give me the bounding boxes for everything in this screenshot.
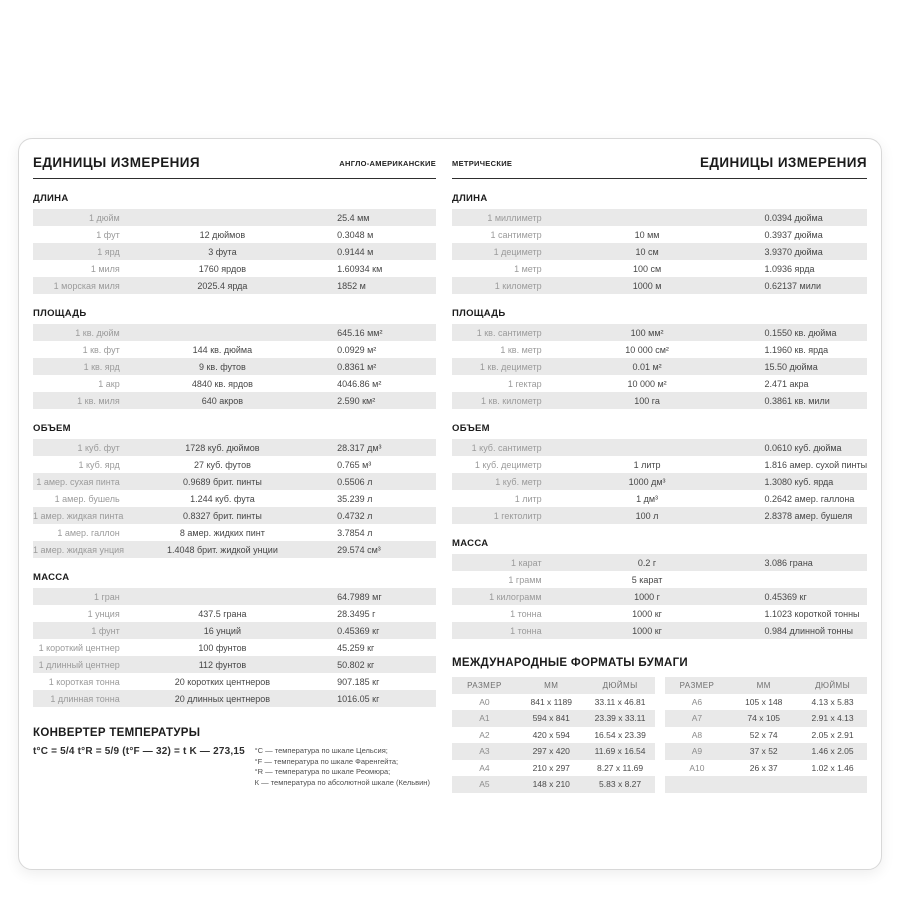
paper-size-name: A7 bbox=[691, 713, 703, 724]
unit-row bbox=[33, 456, 436, 473]
unit-name: 1 унция bbox=[87, 608, 120, 619]
unit-converted-value: 0.1550 кв. дюйма bbox=[764, 327, 837, 338]
paper-size-name: A1 bbox=[479, 713, 490, 724]
unit-equivalent: 2025.4 ярда bbox=[197, 280, 248, 291]
unit-row bbox=[33, 260, 436, 277]
unit-name: 1 куб. метр bbox=[495, 476, 542, 487]
unit-row bbox=[33, 243, 436, 260]
unit-equivalent: 100 га bbox=[634, 395, 660, 406]
unit-converted-value: 1.1023 короткой тонны bbox=[764, 608, 860, 619]
unit-name: 1 амер. бушель bbox=[54, 493, 120, 504]
paper-size-mm: 420 x 594 bbox=[532, 729, 570, 740]
unit-name: 1 тонна bbox=[510, 608, 542, 619]
paper-format-tables bbox=[452, 677, 867, 793]
unit-equivalent: 12 дюймов bbox=[199, 229, 246, 240]
unit-row bbox=[33, 358, 436, 375]
unit-equivalent: 10 см bbox=[635, 246, 659, 257]
unit-name: 1 кв. сантиметр bbox=[476, 327, 542, 338]
unit-converted-value: 0.3937 дюйма bbox=[764, 229, 823, 240]
temperature-converter bbox=[33, 727, 436, 788]
unit-row bbox=[452, 605, 867, 622]
paper-row bbox=[665, 760, 868, 777]
unit-section-title: ДЛИНА bbox=[33, 193, 69, 204]
unit-section bbox=[33, 423, 436, 558]
unit-name: 1 кв. миля bbox=[77, 395, 120, 406]
unit-name: 1 дюйм bbox=[88, 212, 120, 223]
unit-equivalent: 112 фунтов bbox=[198, 659, 247, 670]
paper-size-mm: 148 x 210 bbox=[532, 779, 570, 790]
unit-converted-value: 3.9370 дюйма bbox=[764, 246, 823, 257]
paper-size-inches: 16.54 x 23.39 bbox=[594, 729, 646, 740]
unit-row bbox=[33, 639, 436, 656]
unit-name: 1 акр bbox=[98, 378, 120, 389]
paper-size-inches: 8.27 x 11.69 bbox=[596, 762, 644, 773]
unit-name: 1 гектар bbox=[507, 378, 542, 389]
unit-section-title: ПЛОЩАДЬ bbox=[452, 308, 506, 319]
unit-rows bbox=[452, 439, 867, 524]
page-title-right: ЕДИНИЦЫ ИЗМЕРЕНИЯ bbox=[700, 155, 867, 170]
unit-equivalent: 640 акров bbox=[201, 395, 244, 406]
paper-column-header: ДЮЙМЫ bbox=[815, 680, 851, 690]
unit-row bbox=[452, 392, 867, 409]
unit-equivalent: 1000 кг bbox=[632, 608, 662, 619]
paper-size-name: A0 bbox=[479, 696, 490, 707]
unit-name: 1 миллиметр bbox=[487, 212, 542, 223]
unit-row bbox=[33, 588, 436, 605]
unit-equivalent: 27 куб. футов bbox=[193, 459, 251, 470]
unit-rows bbox=[452, 324, 867, 409]
unit-name: 1 куб. сантиметр bbox=[471, 442, 542, 453]
unit-section bbox=[33, 308, 436, 409]
paper-size-inches: 23.39 x 33.11 bbox=[594, 713, 646, 724]
paper-size-name: A10 bbox=[689, 762, 705, 773]
unit-equivalent: 1728 куб. дюймов bbox=[185, 442, 260, 453]
paper-row bbox=[452, 760, 655, 777]
unit-equivalent: 0.2 г bbox=[637, 557, 657, 568]
unit-section-title: ДЛИНА bbox=[452, 193, 488, 204]
unit-name: 1 амер. галлон bbox=[57, 527, 120, 538]
unit-equivalent: 1 дм³ bbox=[636, 493, 659, 504]
unit-rows bbox=[452, 209, 867, 294]
unit-equivalent: 100 фунтов bbox=[198, 642, 247, 653]
paper-size-inches: 4.13 x 5.83 bbox=[811, 696, 854, 707]
unit-name: 1 кв. дюйм bbox=[75, 327, 120, 338]
unit-section bbox=[452, 308, 867, 409]
unit-equivalent: 1000 м bbox=[632, 280, 662, 291]
unit-row bbox=[452, 226, 867, 243]
temperature-converter-body bbox=[33, 746, 436, 788]
paper-size-inches: 1.46 x 2.05 bbox=[811, 746, 854, 757]
unit-equivalent: 20 коротких центнеров bbox=[174, 676, 271, 687]
unit-name: 1 куб. фут bbox=[77, 442, 120, 453]
unit-equivalent: 9 кв. футов bbox=[198, 361, 246, 372]
unit-row bbox=[452, 622, 867, 639]
unit-row bbox=[33, 524, 436, 541]
unit-section-title: ОБЪЕМ bbox=[33, 423, 71, 434]
paper-size-mm: 841 x 1189 bbox=[530, 696, 572, 707]
page-title-left: ЕДИНИЦЫ ИЗМЕРЕНИЯ bbox=[33, 155, 200, 170]
unit-converted-value: 0.0610 куб. дюйма bbox=[764, 442, 842, 453]
unit-converted-value: 45.259 кг bbox=[337, 642, 375, 653]
paper-size-name: A9 bbox=[691, 746, 703, 757]
unit-row bbox=[33, 209, 436, 226]
paper-size-inches: 2.05 x 2.91 bbox=[811, 729, 854, 740]
unit-converted-value: 1852 м bbox=[337, 280, 366, 291]
paper-column-header: РАЗМЕР bbox=[467, 680, 502, 690]
unit-row bbox=[452, 243, 867, 260]
unit-name: 1 ярд bbox=[97, 246, 120, 257]
paper-size-mm: 52 x 74 bbox=[749, 729, 778, 740]
unit-row bbox=[452, 473, 867, 490]
unit-converted-value: 2.8378 амер. бушеля bbox=[764, 510, 853, 521]
unit-converted-value: 0.62137 мили bbox=[764, 280, 822, 291]
unit-section bbox=[33, 572, 436, 707]
unit-converted-value: 0.3861 кв. мили bbox=[764, 395, 830, 406]
unit-converted-value: 1016.05 кг bbox=[337, 693, 380, 704]
unit-equivalent: 100 л bbox=[635, 510, 659, 521]
unit-converted-value: 50.802 кг bbox=[337, 659, 375, 670]
unit-equivalent: 1 литр bbox=[633, 459, 661, 470]
paper-size-inches: 5.83 x 8.27 bbox=[599, 779, 642, 790]
unit-name: 1 кв. дециметр bbox=[479, 361, 542, 372]
unit-converted-value: 0.9144 м bbox=[337, 246, 374, 257]
unit-section bbox=[452, 538, 867, 639]
unit-name: 1 фунт bbox=[91, 625, 120, 636]
paper-size-inches: 1.02 x 1.46 bbox=[811, 762, 854, 773]
paper-size-name: A2 bbox=[479, 729, 490, 740]
paper-formats-section bbox=[452, 657, 867, 793]
paper-size-name: A4 bbox=[479, 762, 490, 773]
unit-name: 1 гектолитр bbox=[493, 510, 542, 521]
unit-converted-value: 35.239 л bbox=[337, 493, 373, 504]
unit-equivalent: 8 амер. жидких пинт bbox=[179, 527, 265, 538]
unit-equivalent: 10 000 м² bbox=[627, 378, 667, 389]
paper-row bbox=[452, 710, 655, 727]
unit-converted-value: 0.0929 м² bbox=[337, 344, 377, 355]
unit-equivalent: 100 мм² bbox=[630, 327, 664, 338]
metric-tag: МЕТРИЧЕСКИЕ bbox=[452, 159, 513, 168]
unit-row bbox=[452, 490, 867, 507]
paper-size-mm: 74 x 105 bbox=[747, 713, 781, 724]
unit-row bbox=[452, 571, 867, 588]
unit-row bbox=[33, 690, 436, 707]
unit-equivalent: 1000 дм³ bbox=[628, 476, 666, 487]
unit-section-title: МАССА bbox=[33, 572, 70, 583]
temperature-note: °R — температура по шкале Реомюра; bbox=[254, 767, 391, 776]
unit-name: 1 амер. жидкая пинта bbox=[33, 510, 124, 521]
unit-row bbox=[33, 226, 436, 243]
unit-equivalent: 0.9689 брит. пинты bbox=[183, 476, 262, 487]
unit-converted-value: 1.60934 км bbox=[337, 263, 383, 274]
paper-column-header: ММ bbox=[544, 680, 559, 690]
unit-equivalent: 10 мм bbox=[634, 229, 660, 240]
unit-row bbox=[33, 622, 436, 639]
paper-row bbox=[452, 743, 655, 760]
unit-section bbox=[452, 423, 867, 524]
paper-size-mm: 26 x 37 bbox=[749, 762, 778, 773]
unit-equivalent: 1000 г bbox=[634, 591, 660, 602]
unit-name: 1 кв. фут bbox=[82, 344, 120, 355]
unit-equivalent: 1000 кг bbox=[632, 625, 662, 636]
unit-converted-value: 0.984 длинной тонны bbox=[764, 625, 853, 636]
unit-name: 1 морская миля bbox=[53, 280, 120, 291]
unit-converted-value: 25.4 мм bbox=[337, 212, 370, 223]
unit-converted-value: 0.8361 м² bbox=[337, 361, 377, 372]
unit-converted-value: 0.765 м³ bbox=[337, 459, 372, 470]
unit-row bbox=[33, 507, 436, 524]
unit-name: 1 гран bbox=[93, 591, 120, 602]
unit-row bbox=[452, 209, 867, 226]
right-sections bbox=[452, 193, 867, 639]
paper-size-mm: 297 x 420 bbox=[532, 746, 570, 757]
unit-name: 1 литр bbox=[514, 493, 542, 504]
unit-converted-value: 3.086 грана bbox=[764, 557, 813, 568]
anglo-american-tag: АНГЛО-АМЕРИКАНСКИЕ bbox=[339, 159, 437, 168]
temperature-formula: t°C = 5/4 t°R = 5/9 (t°F — 32) = t K — 273,15 bbox=[33, 746, 245, 757]
unit-converted-value: 1.3080 куб. ярда bbox=[764, 476, 834, 487]
unit-section bbox=[452, 193, 867, 294]
unit-converted-value: 907.185 кг bbox=[337, 676, 380, 687]
paper-row bbox=[665, 743, 868, 760]
paper-column-header: ДЮЙМЫ bbox=[602, 680, 638, 690]
unit-name: 1 километр bbox=[494, 280, 542, 291]
paper-row bbox=[665, 727, 868, 744]
unit-equivalent: 1.4048 брит. жидкой унции bbox=[166, 544, 278, 555]
unit-section bbox=[33, 193, 436, 294]
unit-converted-value: 3.7854 л bbox=[337, 527, 373, 538]
unit-name: 1 килограмм bbox=[489, 591, 542, 602]
unit-equivalent: 5 карат bbox=[631, 574, 663, 585]
unit-rows bbox=[33, 324, 436, 409]
paper-size-inches: 2.91 x 4.13 bbox=[811, 713, 854, 724]
paper-size-mm: 210 x 297 bbox=[532, 762, 570, 773]
unit-converted-value: 2.590 км² bbox=[337, 395, 376, 406]
unit-name: 1 сантиметр bbox=[490, 229, 542, 240]
reference-page bbox=[18, 138, 882, 870]
unit-row bbox=[452, 375, 867, 392]
unit-converted-value: 0.0394 дюйма bbox=[764, 212, 823, 223]
paper-row bbox=[452, 727, 655, 744]
unit-row bbox=[33, 541, 436, 558]
unit-row bbox=[33, 277, 436, 294]
unit-equivalent: 437.5 грана bbox=[198, 608, 247, 619]
unit-row bbox=[452, 439, 867, 456]
unit-equivalent: 20 длинных центнеров bbox=[174, 693, 271, 704]
unit-rows bbox=[33, 209, 436, 294]
unit-row bbox=[33, 324, 436, 341]
unit-rows bbox=[33, 439, 436, 558]
unit-equivalent: 144 кв. дюйма bbox=[192, 344, 253, 355]
unit-name: 1 миля bbox=[90, 263, 120, 274]
paper-table-header bbox=[452, 677, 655, 694]
unit-converted-value: 0.45369 кг bbox=[764, 591, 807, 602]
paper-row bbox=[665, 694, 868, 711]
unit-converted-value: 1.1960 кв. ярда bbox=[764, 344, 829, 355]
unit-converted-value: 15.50 дюйма bbox=[764, 361, 818, 372]
paper-size-name: A6 bbox=[691, 696, 703, 707]
temperature-note: °C — температура по шкале Цельсия; bbox=[254, 746, 388, 755]
unit-converted-value: 28.3495 г bbox=[337, 608, 376, 619]
unit-name: 1 тонна bbox=[510, 625, 542, 636]
temperature-note: °F — температура по шкале Фаренгейта; bbox=[254, 756, 399, 766]
unit-name: 1 короткий центнер bbox=[38, 642, 120, 653]
unit-row bbox=[33, 473, 436, 490]
unit-converted-value: 0.45369 кг bbox=[337, 625, 380, 636]
unit-converted-value: 29.574 см³ bbox=[337, 544, 381, 555]
paper-size-inches: 33.11 x 46.81 bbox=[594, 696, 646, 707]
unit-name: 1 кв. метр bbox=[500, 344, 542, 355]
unit-section-title: МАССА bbox=[452, 538, 489, 549]
unit-equivalent: 100 см bbox=[632, 263, 662, 274]
unit-converted-value: 645.16 мм² bbox=[337, 327, 383, 338]
metric-column bbox=[452, 153, 867, 855]
unit-row bbox=[33, 673, 436, 690]
unit-row bbox=[33, 375, 436, 392]
paper-table-a0-a5 bbox=[452, 677, 655, 793]
unit-name: 1 метр bbox=[514, 263, 542, 274]
unit-equivalent: 4840 кв. ярдов bbox=[191, 378, 253, 389]
unit-row bbox=[452, 358, 867, 375]
unit-name: 1 короткая тонна bbox=[48, 676, 120, 687]
paper-table-a6-a10 bbox=[665, 677, 868, 793]
paper-size-mm: 105 x 148 bbox=[745, 696, 783, 707]
unit-name: 1 карат bbox=[511, 557, 542, 568]
temperature-converter-title: КОНВЕРТЕР ТЕМПЕРАТУРЫ bbox=[33, 727, 201, 739]
unit-row bbox=[452, 507, 867, 524]
unit-equivalent: 3 фута bbox=[208, 246, 237, 257]
unit-name: 1 дециметр bbox=[493, 246, 542, 257]
unit-equivalent: 1.244 куб. фута bbox=[190, 493, 255, 504]
paper-size-name: A5 bbox=[479, 779, 490, 790]
unit-equivalent: 0.01 м² bbox=[632, 361, 662, 372]
paper-size-mm: 594 x 841 bbox=[532, 713, 570, 724]
unit-row bbox=[452, 456, 867, 473]
unit-equivalent: 1760 ярдов bbox=[198, 263, 247, 274]
unit-rows bbox=[452, 554, 867, 639]
unit-equivalent: 16 унций bbox=[203, 625, 241, 636]
unit-rows bbox=[33, 588, 436, 707]
unit-name: 1 длинная тонна bbox=[50, 693, 120, 704]
paper-size-inches: 11.69 x 16.54 bbox=[594, 746, 646, 757]
temperature-notes bbox=[255, 746, 430, 788]
paper-row bbox=[452, 694, 655, 711]
unit-row bbox=[33, 439, 436, 456]
unit-row bbox=[452, 260, 867, 277]
unit-name: 1 грамм bbox=[508, 574, 542, 585]
paper-column-header: РАЗМЕР bbox=[679, 680, 715, 690]
unit-equivalent: 0.8327 брит. пинты bbox=[183, 510, 262, 521]
unit-converted-value: 4046.86 м² bbox=[337, 378, 382, 389]
unit-converted-value: 2.471 акра bbox=[764, 378, 809, 389]
unit-row bbox=[452, 588, 867, 605]
unit-converted-value: 64.7989 мг bbox=[337, 591, 382, 602]
unit-equivalent: 10 000 см² bbox=[625, 344, 669, 355]
unit-row bbox=[33, 490, 436, 507]
unit-converted-value: 0.5506 л bbox=[337, 476, 373, 487]
unit-row bbox=[452, 554, 867, 571]
unit-row bbox=[33, 341, 436, 358]
unit-name: 1 куб. ярд bbox=[78, 459, 120, 470]
unit-row bbox=[452, 277, 867, 294]
right-column-header bbox=[452, 153, 867, 179]
unit-name: 1 куб. дециметр bbox=[474, 459, 542, 470]
unit-section-title: ПЛОЩАДЬ bbox=[33, 308, 87, 319]
unit-row bbox=[33, 392, 436, 409]
unit-converted-value: 28.317 дм³ bbox=[337, 442, 382, 453]
unit-row bbox=[452, 341, 867, 358]
unit-name: 1 амер. жидкая унция bbox=[33, 544, 125, 555]
left-column-header bbox=[33, 153, 436, 179]
unit-name: 1 кв. километр bbox=[481, 395, 542, 406]
anglo-american-column bbox=[33, 153, 436, 855]
paper-size-name: A3 bbox=[479, 746, 490, 757]
unit-converted-value: 1.816 амер. сухой пинты bbox=[764, 459, 868, 470]
unit-name: 1 фут bbox=[96, 229, 120, 240]
unit-converted-value: 0.3048 м bbox=[337, 229, 374, 240]
paper-row bbox=[665, 710, 868, 727]
unit-name: 1 кв. ярд bbox=[83, 361, 120, 372]
paper-column-header: ММ bbox=[756, 680, 771, 690]
paper-table-header bbox=[665, 677, 868, 694]
paper-size-mm: 37 x 52 bbox=[749, 746, 778, 757]
paper-row bbox=[452, 776, 655, 793]
paper-size-name: A8 bbox=[691, 729, 703, 740]
unit-converted-value: 0.2642 амер. галлона bbox=[764, 493, 855, 504]
unit-row bbox=[33, 656, 436, 673]
paper-row bbox=[665, 776, 868, 793]
temperature-note: К — температура по абсолютной шкале (Кельвин) bbox=[254, 777, 430, 787]
paper-formats-title: МЕЖДУНАРОДНЫЕ ФОРМАТЫ БУМАГИ bbox=[452, 657, 688, 669]
unit-converted-value: 0.4732 л bbox=[337, 510, 373, 521]
unit-row bbox=[33, 605, 436, 622]
unit-name: 1 амер. сухая пинта bbox=[36, 476, 120, 487]
left-sections bbox=[33, 193, 436, 707]
unit-section-title: ОБЪЕМ bbox=[452, 423, 490, 434]
unit-name: 1 длинный центнер bbox=[38, 659, 120, 670]
unit-converted-value: 1.0936 ярда bbox=[764, 263, 815, 274]
unit-row bbox=[452, 324, 867, 341]
